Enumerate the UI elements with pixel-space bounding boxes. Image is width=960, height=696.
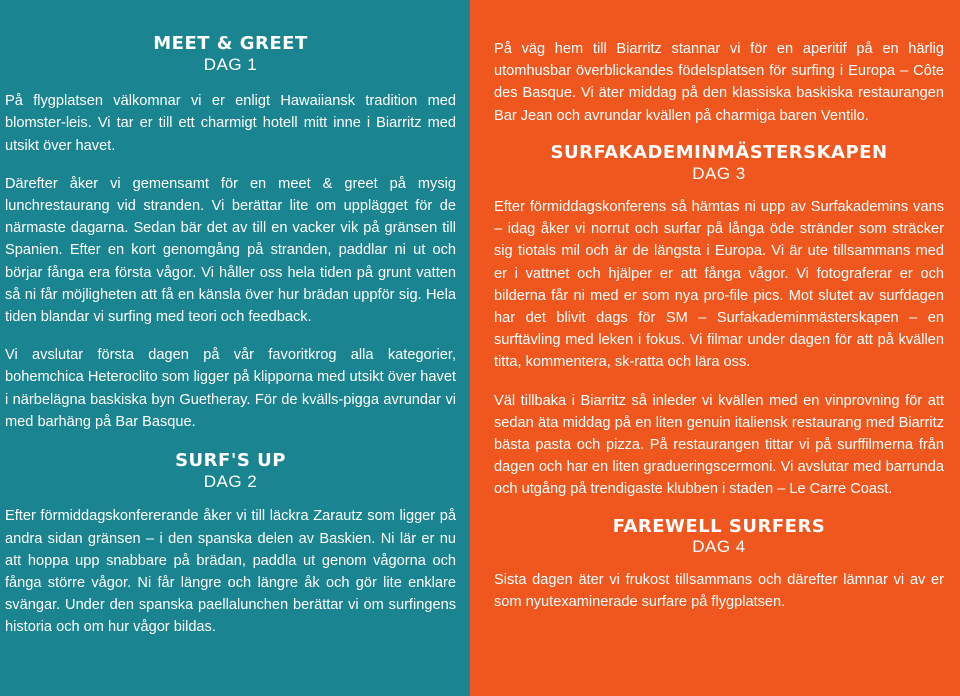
left-column (0, 0, 470, 696)
day3-paragraph-2: Väl tillbaka i Biarritz så inleder vi kvällen med en vinprovning för att sedan äta middag på en liten genuin italiensk restaurang med Biarritz bästa pasta och pizza. På restaurangen tittar vi på surffilmerna från dagen och har en liten gradueringscermoni. Vi avslutar med barrunda och utgång på trendigaste klubben i staden – Le Carre Coast. (494, 392, 944, 498)
day1-paragraph-2: Därefter åker vi gemensamt för en meet & greet på mysig lunchrestaurang vid stranden. Vi berättar lite om upplägget för de närmaste dagarna. Sedan bär det av till en vacker vik på gränsen till Spanien. Efter en kort genomgång på stranden, paddlar ni ut och börjar fånga era första vågor. Vi håller oss hela tiden på grunt vatten så ni får möjligheten att få en känsla över hur brädan uppför sig. Hela tiden blandar vi surfing med teori och feedback. (5, 175, 456, 326)
day4-label: DAG 4 (692, 537, 746, 557)
day1-paragraph-3: Vi avslutar första dagen på vår favoritkrog alla kategorier, bohemchica Heteroclito som ligger på klipporna med utsikt över havet i närbelägna baskiska byn Guetheray. För de kvälls-pigga avrundar vi med barhäng på Bar Basque. (5, 347, 456, 430)
day3-title: SURFAKADEMINMÄSTERSKAPEN (550, 141, 888, 163)
day2-paragraph-1: Efter förmiddagskonfererande åker vi till läckra Zarautz som ligger på andra sidan gränsen – i den spanska delen av Baskien. Ni lär er nu att hoppa upp snabbare på brädan, paddla ut genom vågorna och fånga större vågor. Ni får längre och längre åk och gör lite enklare svängar. Under den spanska paellalunchen berättar vi om surfingens historia och om hur vågor bildas. (5, 508, 456, 636)
day2-label: DAG 2 (203, 471, 258, 491)
day1-label: DAG 1 (203, 54, 258, 74)
day1-heading (5, 34, 456, 74)
day2-continued-paragraph: På väg hem till Biarritz stannar vi för en aperitif på en härlig utomhusbar överblickandes födelsplatsen för surfing i Europa – Côte des Basque. Vi äter middag på den klassiska baskiska restaurangen Bar Jean och avrundar kvällen på charmiga baren Ventilo. (494, 41, 944, 124)
day3-paragraph-1: Efter förmiddagskonferens så hämtas ni upp av Surfakademins vans – idag åker vi norrut och surfar på långa öde stränder som sträcker sig tiotals mil och är de längsta i Europa. Vi är ute tillsammans med er i vattnet och hjälper er att fånga vågor. Vi fotograferar er och bilderna får ni med er som nya pro-file pics. Mot slutet av surfdagen har det blivit dags för SM – Surfakademinmästerskapen – en surftävling med leken i fokus. Vi filmar under dagen för att på kvällen titta, kommentera, sk-ratta och lära oss. (494, 199, 944, 371)
day4-paragraph-1: Sista dagen äter vi frukost tillsammans och därefter lämnar vi av er som nyutexaminerade surfare på flygplatsen. (494, 571, 944, 611)
day3-label: DAG 3 (692, 163, 746, 183)
right-column (470, 0, 960, 696)
day2-heading (5, 451, 456, 491)
day1-title: MEET & GREET (153, 33, 308, 54)
day4-title: FAREWELL SURFERS (612, 515, 826, 537)
day4-heading (494, 517, 944, 557)
day1-paragraph-1: På flygplatsen välkomnar vi er enligt Hawaiiansk tradition med blomster-leis. Vi tar er till ett charmigt hotell mitt inne i Biarritz med utsikt över havet. (5, 93, 456, 154)
day3-heading (494, 143, 944, 183)
day2-title: SURF'S UP (175, 450, 286, 472)
